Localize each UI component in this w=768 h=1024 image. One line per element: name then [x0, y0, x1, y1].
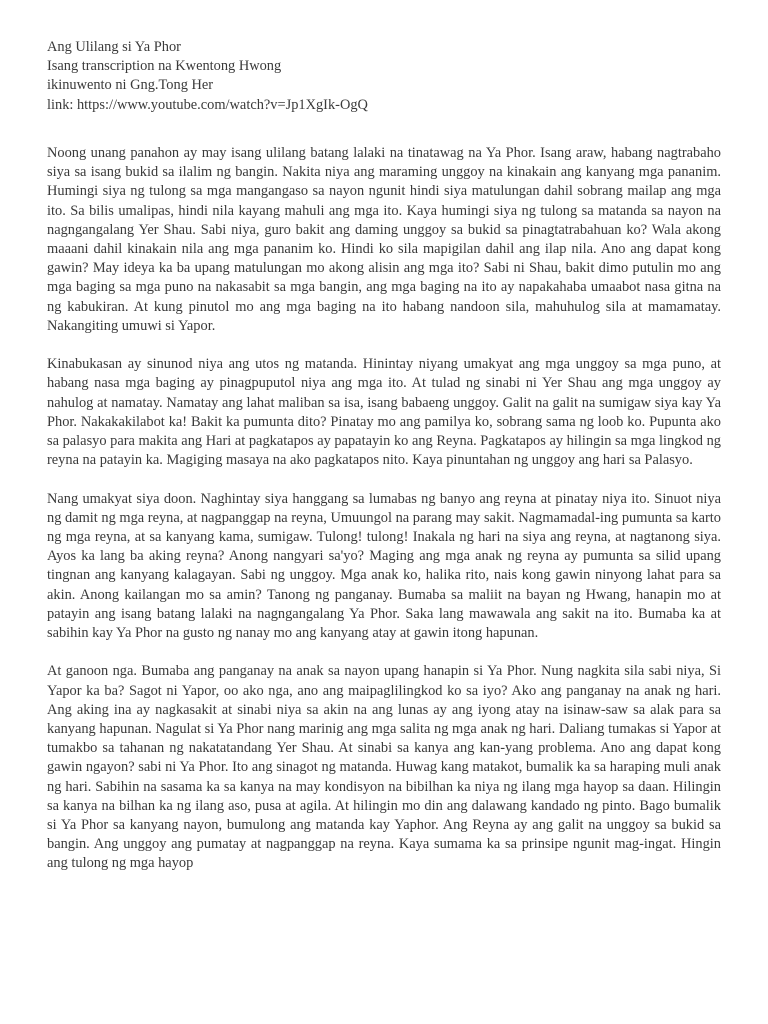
story-subtitle: Isang transcription na Kwentong Hwong — [47, 58, 282, 75]
paragraph-2: Kinabukasan ay sinunod niya ang utos ng matanda. Hinintay niyang umakyat ang mga unggoy sa mga puno, at habang nasa mga baging ay pinagpuputol niya ang mga ito. At tulad ng sinabi ni Yer Shau ang mga unggoy ay nahulog at namatay. Namatay ang lahat maliban sa isa, isang babaeng unggoy. Galit na galit na sumigaw siya kay Ya Phor. Nakakakilabot ka! Bakit ka pumunta dito? Pinatay mo ang pamilya ko, sobrang sama ng loob ko. Pupunta ako sa palasyo para makita ang Hari at pagkatapos ay papatayin ko ang Reyna. Pagkatapos ay hilingin sa mga lingkod ng reyna na patayin ka. Magiging masaya na ako pagkatapos nito. Kaya pinuntahan ng unggoy ang hari sa Palasyo. — [47, 356, 721, 469]
narrator-credit: ikinuwento ni Gng.Tong Her — [47, 77, 214, 94]
story-body — [47, 144, 721, 893]
paragraph-3: Nang umakyat siya doon. Naghintay siya hanggang sa lumabas ng banyo ang reyna at pinatay niya ito. Sinuot niya ng damit ng mga reyna, at nagpanggap na reyna, Umuungol na parang may sakit. Nagmamadal-ing pumunta sa karto ng mga reyna, at sa kanyang kama, sumigaw. Tulong! tulong! Inakala ng hari na siya ang reyna, at nagtanong siya. Ayos ka lang ba aking reyna? Anong nangyari sa'yo? Maging ang mga anak ng reyna ay pumunta sa silid upang tingnan ang kanyang kalagayan. Sabi ng unggoy. Mga anak ko, halika rito, nais kong gawin ninyong lahat para sa akin. Anong kailangan mo sa amin? Tanong ng panganay. Bumaba sa maliit na bayan ng Hwang, hanapin mo at patayin ang isang batang lalaki na nagngangalang Ya Phor. Saka lang mawawala ang sakit na ito. Bumaba ka at sabihin kay Ya Phor na gusto ng nanay mo ang kanyang atay at gawin itong hapunan. — [47, 490, 721, 642]
story-title: Ang Ulilang si Ya Phor — [47, 39, 181, 55]
paragraph-1: Noong unang panahon ay may isang ulilang batang lalaki na tinatawag na Ya Phor. Isang araw, habang nagtrabaho siya sa isang bukid sa ilalim ng bangin. Nakita niya ang maraming unggoy na kinakain ang kanyang mga pananim. Humingi siya ng tulong sa mga mangangaso sa nayon ngunit hindi siya matulungan dahil sobrang mailap ang mga ito. Sa bilis umalipas, hindi nila kayang mahuli ang mga ito. Kaya humingi siya ng tulong sa matanda sa nayon na nagngangalang Yer Shau. Sabi niya, guro bakit ang daming unggoy sa bukid sa pinagtatrabahuan ko? Wala akong maaani dahil kinakain nila ang mga pananim ko. Hindi ko sila mapigilan dahil ang ilap nila. Ano ang dapat kong gawin? May ideya ka ba upang matulungan mo akong alisin ang mga ito? Sabi ni Shau, bakit dimo putulin mo ang mga baging sa mga puno na nakasabit sa mga bangin, ang mga baging na ito ay napakahaba umaabot nasa gitna na ng kabukiran. At kung pinutol mo ang mga baging na ito habang nandoon sila, mahuhulog sila at mamamatay. Nakangiting umuwi si Yapor. — [47, 145, 721, 334]
document-header — [47, 38, 727, 115]
source-link: link: https://www.youtube.com/watch?v=Jp1XgIk-OgQ — [47, 96, 368, 113]
paragraph-4: At ganoon nga. Bumaba ang panganay na anak sa nayon upang hanapin si Ya Phor. Nung nagkita sila sabi niya, Si Yapor ka ba? Sagot ni Yapor, oo ako nga, ano ang maipaglilingkod ko sa iyo? Ako ang panganay na anak ng hari. Ang aking ina ay nagkasakit at sinabi niya sa akin na ang lunas ay ang iyong atay na isinaw-saw sa alak para sa kanyang hapunan. Nagulat si Ya Phor nang marinig ang mga salita ng mga anak ng hari. Daliang tumakas si Yapor at tumakbo sa tahanan ng nakatatandang Yer Shau. At sinabi sa kanya ang kan-yang problema. Ano ang dapat kong gawin ngayon? sabi ni Ya Phor. Ito ang sinagot ng matanda. Huwag kang matakot, bumalik ka sa haraping muli anak ng hari. Sabihin na sasama ka sa kanya na may kondisyon na bibilhan ka niya ng ilang mga hayop sa daan. Hilingin sa kanya na bilhan ka ng ilang aso, pusa at agila. At hilingin mo din ang dalawang kandado ng pinto. Bago bumalik si Ya Phor sa kanyang nayon, bumulong ang matanda kay Yaphor. Ang Reyna ay ang galit na unggoy sa bukid sa bangin. Ang unggoy ang pumatay at nagpanggap na reyna. Kaya sumama ka sa prinsipe ngunit mag-ingat. Hingin ang tulong ng mga hayop — [47, 663, 721, 872]
